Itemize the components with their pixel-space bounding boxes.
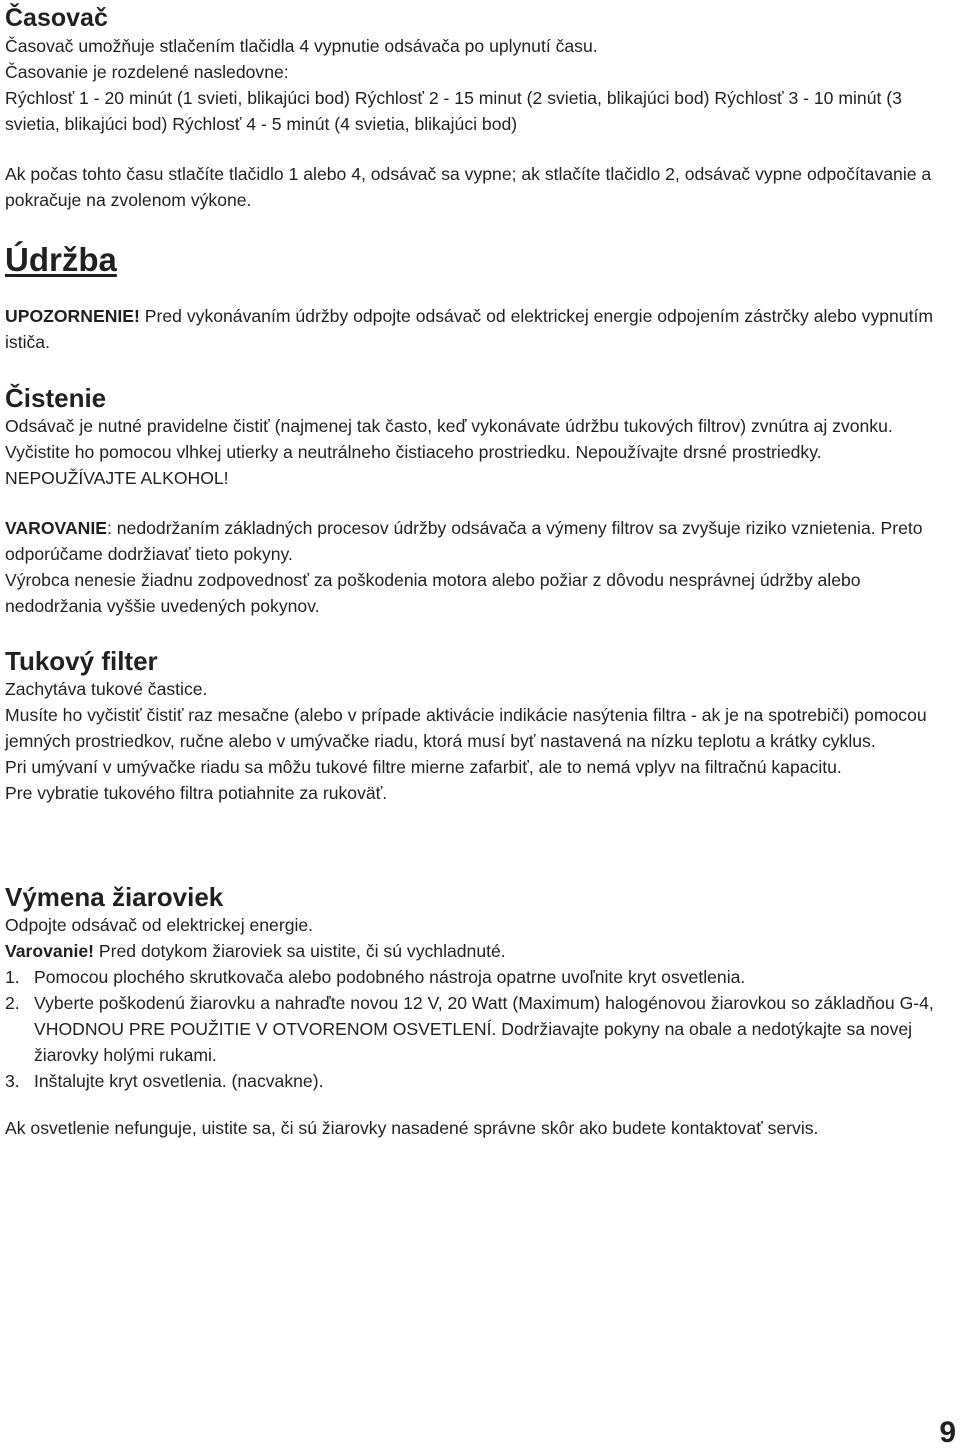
grease-filter-line4: Pre vybratie tukového filtra potiahnite za rukoväť. [5,783,388,803]
bulbs-section [5,882,957,1094]
cleaning-warning-label: VAROVANIE [5,518,107,538]
cleaning-warning [5,515,957,567]
grease-filter-heading: Tukový filter [5,646,158,676]
grease-filter-line1: Zachytáva tukové častice. [5,679,208,699]
timer-split: Časovanie je rozdelené nasledovne: [5,62,289,82]
timer-section [5,3,957,137]
bulbs-warning-text: Pred dotykom žiaroviek sa uistite, či sú vychladnuté. [94,941,506,961]
bulbs-warning-label: Varovanie! [5,941,94,961]
page-number: 9 [939,1416,956,1449]
bulbs-steps-list [5,964,957,1094]
grease-filter-line2: Musíte ho vyčistiť čistiť raz mesačne (alebo v prípade aktivácie indikácie nasýtenia filtra - ak je na spotrebiči) pomocou jemných prostriedkov, ručne alebo v umývačke riadu, ktorá musí byť nastavená na nízku teplotu a krátky cyklus. [5,705,927,751]
timer-intro: Časovač umožňuje stlačením tlačidla 4 vypnutie odsávača po uplynutí času. [5,36,598,56]
list-item [5,964,957,990]
maintenance-warning-label: UPOZORNENIE! [5,306,140,326]
cleaning-warning-block [5,515,957,619]
list-item [5,990,957,1068]
step-text: Vyberte poškodenú žiarovku a nahraďte novou 12 V, 20 Watt (Maximum) halogénovou žiarovkou so základňou G-4, VHODNOU PRE POUŽITIE V OTVORENOM OSVETLENÍ. Dodržiavajte pokyny na obale a nedotýkajte sa novej žiarovky holými rukami. [34,993,934,1065]
cleaning-section [5,383,957,491]
timer-speeds: Rýchlosť 1 - 20 minút (1 svieti, blikajúci bod) Rýchlosť 2 - 15 minut (2 svietia, blikajúci bod) Rýchlosť 3 - 10 minút (3 svietia, blikajúci bod) Rýchlosť 4 - 5 minút (4 svietia, blikajúci bod) [5,88,902,134]
maintenance-heading: Údržba [5,241,117,278]
list-item [5,1068,957,1094]
step-number: 2. [5,993,20,1013]
step-number: 3. [5,1071,20,1091]
maintenance-warning-text: Pred vykonávaním údržby odpojte odsávač od elektrickej energie odpojením zástrčky alebo vypnutím ističa. [5,306,934,352]
cleaning-paragraph: Odsávač je nutné pravidelne čistiť (najmenej tak často, keď vykonávate údržbu tukových filtrov) zvnútra aj zvonku. Vyčistite ho pomocou vlhkej utierky a neutrálneho čistiaceho prostriedku. Nepoužívajte drsné prostriedky. NEPOUŽÍVAJTE ALKOHOL! [5,416,893,488]
bulbs-warning [5,938,957,964]
step-text: Pomocou plochého skrutkovača alebo podobného nástroja opatrne uvoľnite kryt osvetlenia. [34,967,746,987]
step-text: Inštalujte kryt osvetlenia. (nacvakne). [34,1071,324,1091]
bulbs-line1: Odpojte odsávač od elektrickej energie. [5,915,314,935]
grease-filter-section [5,646,957,806]
cleaning-liability: Výrobca nenesie žiadnu zodpovednosť za poškodenia motora alebo požiar z dôvodu nesprávnej údržby alebo nedodržania vyššie uvedených pokynov. [5,570,861,616]
cleaning-heading: Čistenie [5,383,107,413]
maintenance-warning [5,303,957,355]
bulbs-closing: Ak osvetlenie nefunguje, uistite sa, či sú žiarovky nasadené správne skôr ako budete kontaktovať servis. [5,1118,819,1138]
step-number: 1. [5,967,20,987]
timer-heading: Časovač [5,4,108,32]
bulbs-heading: Výmena žiaroviek [5,882,224,912]
timer-note: Ak počas tohto času stlačíte tlačidlo 1 alebo 4, odsávač sa vypne; ak stlačíte tlačidlo 2, odsávač vypne odpočítavanie a pokračuje na zvolenom výkone. [5,164,932,210]
maintenance-section [5,240,957,280]
cleaning-warning-text: : nedodržaním základných procesov údržby odsávača a výmeny filtrov sa zvyšuje riziko vznietenia. Preto odporúčame dodržiavať tieto pokyny. [5,518,923,564]
grease-filter-line3: Pri umývaní v umývačke riadu sa môžu tukové filtre mierne zafarbiť, ale to nemá vplyv na filtračnú kapacitu. [5,757,842,777]
